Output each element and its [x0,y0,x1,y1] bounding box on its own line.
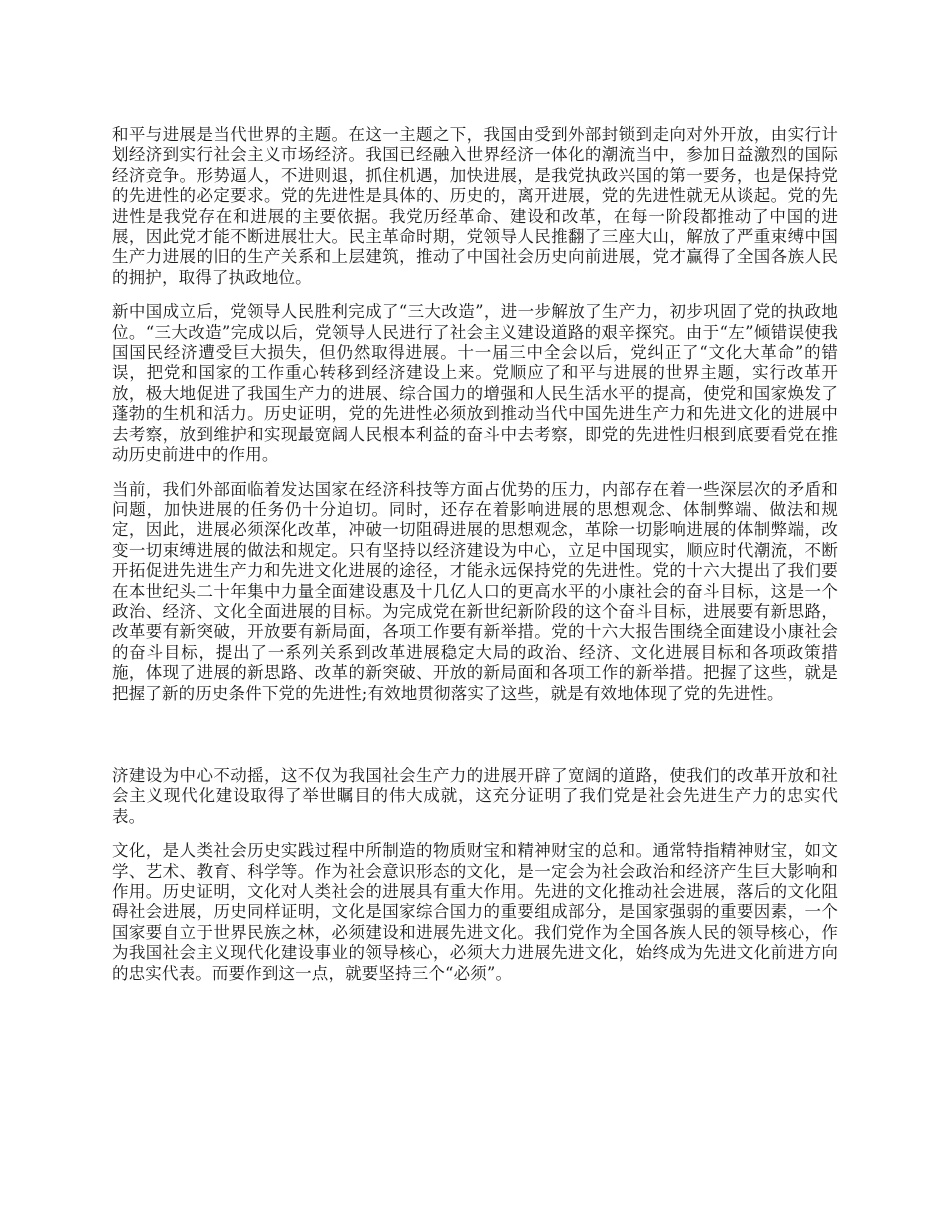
paragraph-economic-construction: 济建设为中心不动摇，这不仅为我国社会生产力的进展开辟了宽阔的道路，使我们的改革开放和社会主义现代化建设取得了举世瞩目的伟大成就，这充分证明了我们党是社会先进生产力的忠实代表。 [112,765,838,826]
paragraph-culture: 文化，是人类社会历史实践过程中所制造的物质财宝和精神财宝的总和。通常特指精神财宝，如文学、艺术、教育、科学等。作为社会意识形态的文化，是一定会为社会政治和经济产生巨大影响和作用。历史证明，文化对人类社会的进展具有重大作用。先进的文化推动社会进展，落后的文化阻碍社会进展，历史同样证明，文化是国家综合国力的重要组成部分，是国家强弱的重要因素，一个国家要自立于世界民族之林，必须建设和进展先进文化。我们党作为全国各族人民的领导核心，作为我国社会主义现代化建设事业的领导核心，必须大力进展先进文化，始终成为先进文化前进方向的忠实代表。而要作到这一点，就要坚持三个“必须”。 [112,841,838,983]
paragraph-peace-development: 和平与进展是当代世界的主题。在这一主题之下，我国由受到外部封锁到走向对外开放，由实行计划经济到实行社会主义市场经济。我国已经融入世界经济一体化的潮流当中，参加日益激烈的国际经济竞争。形势逼人，不进则退，抓住机遇，加快进展，是我党执政兴国的第一要务，也是保持党的先进性的必定要求。党的先进性是具体的、历史的，离开进展，党的先进性就无从谈起。党的先进性是我党存在和进展的主要依据。我党历经革命、建设和改革，在每一阶段都推动了中国的进展，因此党才能不断进展壮大。民主革命时期，党领导人民推翻了三座大山，解放了严重束缚中国生产力进展的旧的生产关系和上层建筑，推动了中国社会历史向前进展，党才赢得了全国各族人民的拥护，取得了执政地位。 [112,125,838,287]
paragraph-new-china: 新中国成立后，党领导人民胜利完成了“三大改造”，进一步解放了生产力，初步巩固了党的执政地位。“三大改造”完成以后，党领导人民进行了社会主义建设道路的艰辛探究。由于“左”倾错误使我国国民经济遭受巨大损失，但仍然取得进展。十一届三中全会以后，党纠正了“文化大革命”的错误，把党和国家的工作重心转移到经济建设上来。党顺应了和平与进展的世界主题，实行改革开放，极大地促进了我国生产力的进展、综合国力的增强和人民生活水平的提高，使党和国家焕发了蓬勃的生机和活力。历史证明，党的先进性必须放到推动当代中国先进生产力和先进文化的进展中去考察，放到维护和实现最宽阔人民根本利益的奋斗中去考察，即党的先进性归根到底要看党在推动历史前进中的作用。 [112,302,838,465]
paragraph-current-situation: 当前，我们外部面临着发达国家在经济科技等方面占优势的压力，内部存在着一些深层次的矛盾和问题，加快进展的任务仍十分迫切。同时，还存在着影响进展的思想观念、体制弊端、做法和规定，因此，进展必须深化改革，冲破一切阻碍进展的思想观念，革除一切影响进展的体制弊端，改变一切束缚进展的做法和规定。只有坚持以经济建设为中心，立足中国现实，顺应时代潮流，不断开拓促进先进生产力和先进文化进展的途径，才能永远保持党的先进性。党的十六大提出了我们要在本世纪头二十年集中力量全面建设惠及十几亿人口的更高水平的小康社会的奋斗目标，这是一个政治、经济、文化全面进展的目标。为完成党在新世纪新阶段的这个奋斗目标，进展要有新思路，改革要有新突破，开放要有新局面，各项工作要有新举措。党的十六大报告围绕全面建设小康社会的奋斗目标，提出了一系列关系到改革进展稳定大局的政治、经济、文化进展目标和各项政策措施，体现了进展的新思路、改革的新突破、开放的新局面和各项工作的新举措。把握了这些，就是把握了新的历史条件下党的先进性;有效地贯彻落实了这些，就是有效地体现了党的先进性。 [112,479,838,703]
section-gap [112,718,838,766]
document-body [112,125,838,998]
